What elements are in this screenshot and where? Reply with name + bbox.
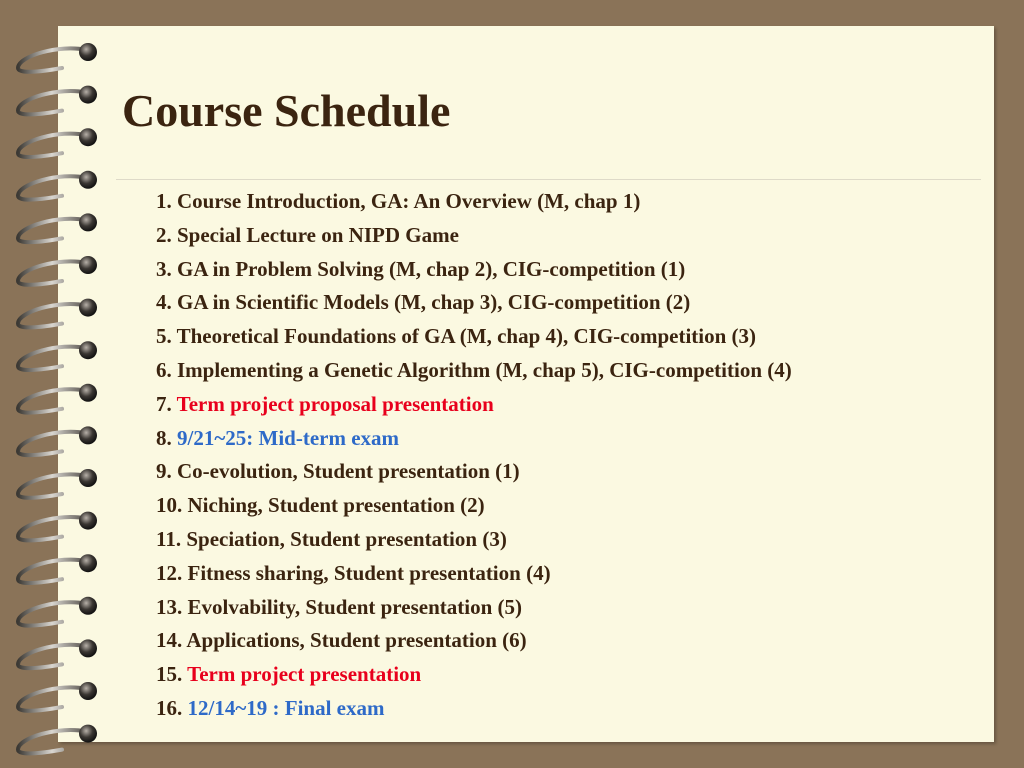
item-text-highlight: 9/21~25: Mid-term exam — [177, 425, 400, 450]
binding-ring — [18, 86, 97, 115]
item-number: 12. — [156, 560, 183, 585]
item-text: Special Lecture on NIPD Game — [177, 222, 459, 247]
item-number: 11. — [156, 526, 182, 551]
slide-title: Course Schedule — [122, 85, 451, 136]
item-number: 5. — [156, 324, 172, 349]
schedule-item — [156, 557, 792, 591]
item-text: Co-evolution, Student presentation (1) — [177, 459, 520, 484]
item-text: Speciation, Student presentation (3) — [186, 526, 507, 551]
binding-ring — [18, 597, 97, 626]
schedule-item — [156, 354, 792, 388]
schedule-item — [156, 591, 792, 625]
binding-ring — [18, 43, 97, 72]
item-number: 13. — [156, 594, 183, 619]
item-text-highlight: Term project proposal presentation — [176, 391, 494, 416]
binding-ring — [18, 512, 97, 541]
item-text: GA in Scientific Models (M, chap 3), CIG-competition (2) — [177, 290, 691, 315]
item-number: 7. — [156, 391, 172, 416]
item-number: 9. — [156, 459, 172, 484]
schedule-item — [156, 388, 792, 422]
item-number: 16. — [156, 695, 183, 720]
binding-ring — [18, 682, 97, 711]
binding-ring — [18, 171, 97, 200]
item-text: Applications, Student presentation (6) — [186, 628, 527, 653]
binding-ring — [18, 554, 97, 583]
binding-ring — [18, 384, 97, 413]
item-number: 6. — [156, 357, 172, 382]
schedule-item — [156, 320, 792, 354]
schedule-item — [156, 185, 792, 219]
item-text: Theoretical Foundations of GA (M, chap 4), CIG-competition (3) — [176, 324, 757, 349]
schedule-item — [156, 523, 792, 557]
item-number: 3. — [156, 256, 172, 281]
binding-ring — [18, 469, 97, 498]
item-text: Implementing a Genetic Algorithm (M, chap 5), CIG-competition (4) — [177, 357, 792, 382]
item-text: Niching, Student presentation (2) — [187, 493, 485, 518]
item-text: Course Introduction, GA: An Overview (M, chap 1) — [177, 189, 641, 213]
spiral-binding — [0, 0, 120, 768]
schedule-item — [156, 219, 792, 253]
title-divider — [116, 179, 981, 180]
binding-ring — [18, 341, 97, 370]
binding-ring — [18, 299, 97, 328]
binding-ring — [18, 213, 97, 242]
schedule-item — [156, 422, 792, 456]
item-text-highlight: 12/14~19 : Final exam — [187, 695, 385, 720]
schedule-item — [156, 455, 792, 489]
schedule-item — [156, 692, 792, 726]
course-schedule-list — [156, 185, 792, 726]
item-number: 4. — [156, 290, 172, 315]
binding-ring — [18, 256, 97, 285]
binding-ring — [18, 725, 97, 754]
schedule-item — [156, 658, 792, 692]
item-number: 14. — [156, 628, 183, 653]
item-number: 8. — [156, 425, 172, 450]
item-text: Evolvability, Student presentation (5) — [187, 594, 522, 619]
binding-ring — [18, 128, 97, 157]
item-number: 10. — [156, 493, 183, 518]
item-text: GA in Problem Solving (M, chap 2), CIG-competition (1) — [177, 256, 686, 281]
schedule-item — [156, 489, 792, 523]
item-text: Fitness sharing, Student presentation (4) — [187, 560, 551, 585]
schedule-item — [156, 624, 792, 658]
item-text-highlight: Term project presentation — [187, 662, 422, 687]
item-number: 15. — [156, 662, 183, 687]
schedule-item — [156, 253, 792, 287]
binding-ring — [18, 639, 97, 668]
item-number: 1. — [156, 189, 172, 213]
schedule-item — [156, 286, 792, 320]
item-number: 2. — [156, 222, 172, 247]
binding-ring — [18, 426, 97, 455]
